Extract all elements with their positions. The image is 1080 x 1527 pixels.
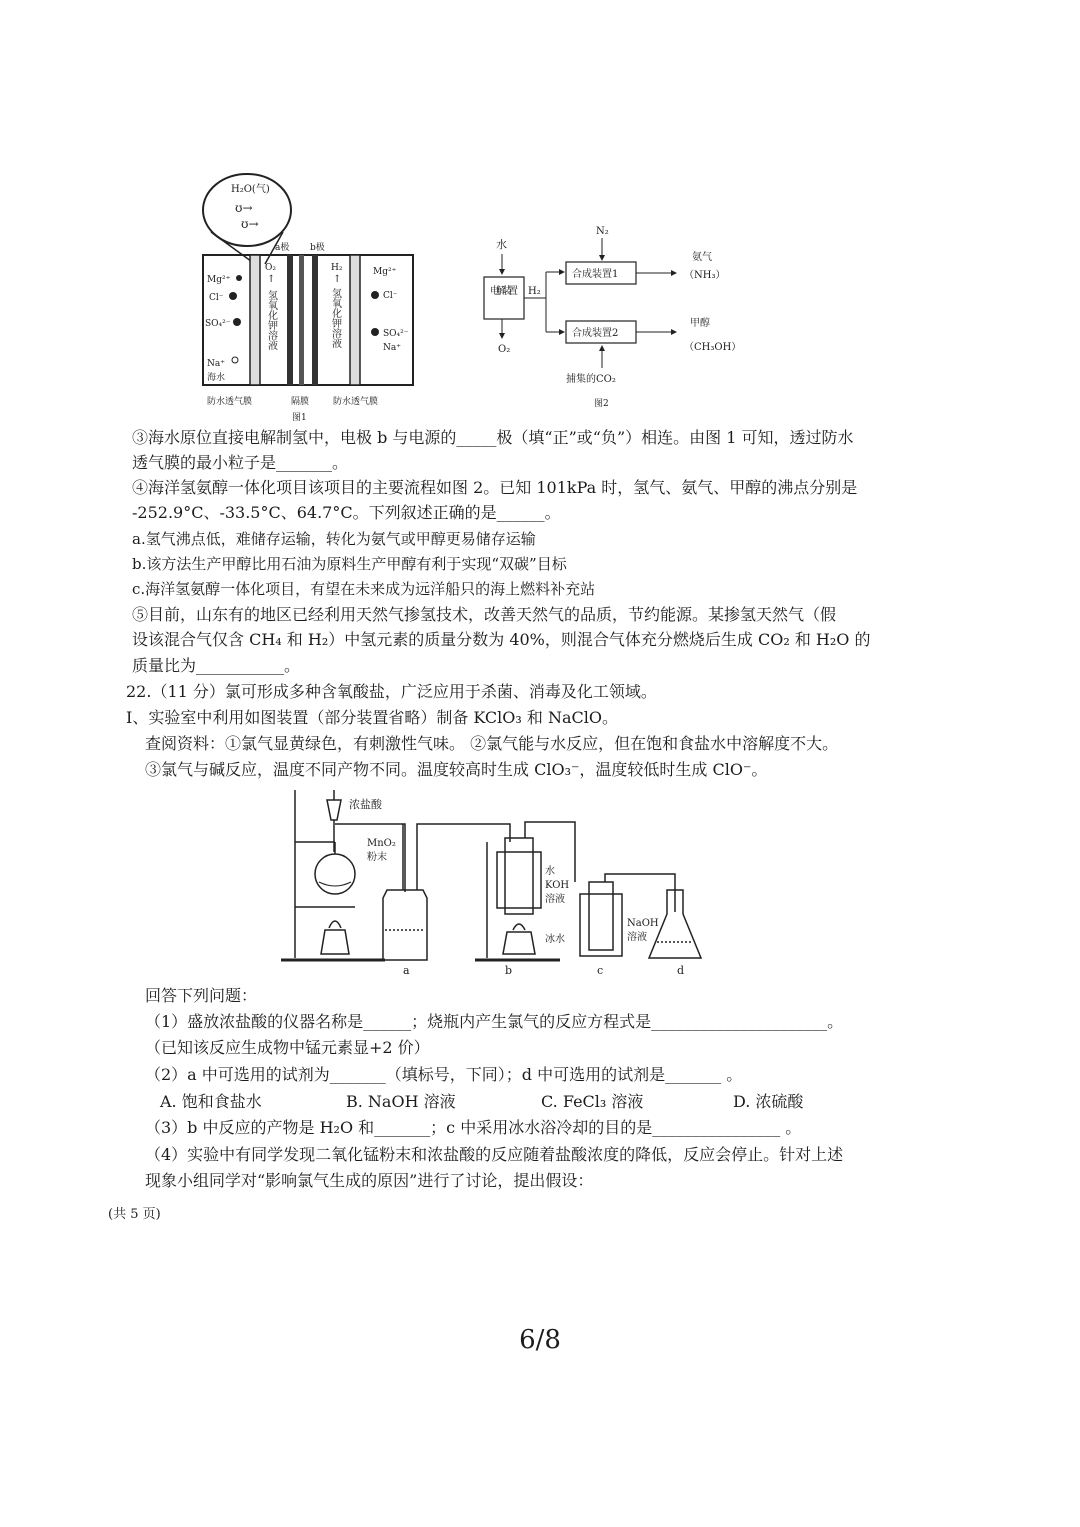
fc-n2: N₂ — [596, 226, 609, 237]
svg-text:↑: ↑ — [267, 274, 276, 285]
fc-synth2: 合成装置2 — [572, 328, 619, 339]
svg-text:ʊ→: ʊ→ — [235, 201, 253, 215]
app-naoh: NaOH — [627, 918, 659, 929]
q4-option-c: c.海洋氢氨醇一体化项目，有望在未来成为远洋船只的海上燃料补充站 — [132, 580, 596, 598]
option-2d: D. 浓硫酸 — [733, 1092, 804, 1111]
answer-intro: 回答下列问题： — [145, 986, 258, 1005]
seawater-label: 海水 — [207, 373, 226, 383]
app-powder: 粉末 — [367, 852, 387, 863]
fc-electrolysis: 电解装置 — [490, 286, 518, 297]
part1-heading: I、实验室中利用如图装置（部分装置省略）制备 KClO₃ 和 NaClO。 — [126, 708, 619, 727]
fc-o2: O₂ — [498, 344, 511, 355]
sub-question-4-line1: （4）实验中有同学发现二氧化锰粉末和浓盐酸的反应随着盐酸浓度的降低，反应会停止。针对上述 — [145, 1145, 844, 1164]
app-label-b: b — [505, 964, 513, 977]
figure-3-apparatus — [275, 782, 715, 982]
ion-na-right: Na⁺ — [383, 343, 401, 353]
q4-option-a: a.氢气沸点低，难储存运输，转化为氨气或甲醇更易储存运输 — [132, 530, 536, 548]
app-label-c: c — [597, 964, 604, 977]
q4-option-b: b.该方法生产甲醇比用石油为原料生产甲醇有利于实现“双碳”目标 — [132, 555, 567, 573]
electrode-a-label: a极 — [275, 243, 290, 253]
app-label-a: a — [403, 964, 410, 977]
reference-line1: 查阅资料：①氯气显黄绿色，有刺激性气味。 ②氯气能与水反应，但在饱和食盐水中溶解度不大。 — [145, 734, 839, 753]
electrode-b-label: b极 — [310, 243, 325, 253]
app-ice-water: 冰水 — [545, 934, 565, 945]
q4-line2: -252.9°C、-33.5°C、64.7°C。下列叙述正确的是______。 — [132, 503, 561, 522]
fc-methanol-formula: （CH₃OH） — [684, 342, 742, 353]
q5-line1: ⑤目前，山东有的地区已经利用天然气掺氢技术，改善天然气的品质，节约能源。某掺氢天然气（假 — [132, 605, 837, 624]
q22-title: 22.（11 分）氯可形成多种含氧酸盐，广泛应用于杀菌、消毒及化工领域。 — [126, 682, 657, 701]
figure-2-flowchart — [478, 222, 768, 417]
q5-line3: 质量比为___________。 — [132, 656, 301, 675]
option-2c: C. FeCl₃ 溶液 — [541, 1092, 644, 1111]
fc-ammonia-formula: （NH₃） — [684, 270, 726, 281]
ion-cl-left: Cl⁻ — [209, 293, 224, 303]
membrane-right-label: 防水透气膜 — [333, 397, 379, 407]
fc-ammonia: 氨气 — [692, 252, 712, 263]
page-number: 6/8 — [519, 1325, 561, 1355]
fc-h2: H₂ — [528, 286, 541, 297]
h2-label: H₂ — [331, 263, 343, 273]
sub-question-3: （3）b 中反应的产物是 H₂O 和_______；c 中采用冰水浴冷却的目的是________________ 。 — [145, 1118, 802, 1137]
q3-line2: 透气膜的最小粒子是_______。 — [132, 453, 349, 472]
separator-label: 隔膜 — [291, 397, 310, 407]
figure-1-caption: 图1 — [292, 413, 307, 423]
koh-left-label: 氢氧化钾溶液 — [265, 290, 277, 350]
bubble-label: H₂O(气) — [231, 184, 270, 195]
reference-line2: ③氯气与碱反应，温度不同产物不同。温度较高时生成 ClO₃⁻，温度较低时生成 ClO⁻。 — [145, 760, 768, 779]
figure-1-svg — [195, 170, 450, 432]
option-2b: B. NaOH 溶液 — [346, 1092, 456, 1111]
ion-na-left: Na⁺ — [207, 359, 225, 369]
ion-so4-right: SO₄²⁻ — [383, 329, 409, 339]
svg-text:↑: ↑ — [333, 274, 342, 285]
q4-line1: ④海洋氢氨醇一体化项目该项目的主要流程如图 2。已知 101kPa 时，氢气、氨气、甲醇的沸点分别是 — [132, 478, 858, 497]
fc-water: 水 — [496, 238, 507, 251]
app-naoh-solution: 溶液 — [627, 932, 647, 943]
ion-mg-left: Mg²⁺ — [207, 275, 231, 285]
ion-so4-left: SO₄²⁻ — [205, 319, 231, 329]
app-mno2: MnO₂ — [367, 838, 396, 849]
sub-question-4-line2: 现象小组同学对“影响氯气生成的原因”进行了讨论，提出假设： — [145, 1171, 594, 1190]
figure-2-svg — [478, 222, 768, 417]
fc-synth1: 合成装置1 — [572, 269, 619, 280]
ion-cl-right: Cl⁻ — [383, 291, 398, 301]
sub-question-1-line2: （已知该反应生成物中锰元素显+2 价） — [145, 1038, 430, 1057]
app-water: 水 — [545, 866, 555, 877]
fc-methanol: 甲醇 — [690, 318, 710, 329]
fc-co2: 捕集的CO₂ — [566, 374, 616, 385]
app-label-d: d — [677, 964, 685, 977]
option-2a: A. 饱和食盐水 — [160, 1092, 262, 1111]
membrane-left-label: 防水透气膜 — [207, 397, 253, 407]
page-count-footer: (共 5 页) — [108, 1207, 161, 1222]
figure-2-caption: 图2 — [594, 399, 609, 409]
q3-line1: ③海水原位直接电解制氢中，电极 b 与电源的_____极（填“正”或“负”）相连。由图 1 可知，透过防水 — [132, 428, 854, 447]
q5-line2: 设该混合气仅含 CH₄ 和 H₂）中氢元素的质量分数为 40%，则混合气体充分燃烧后生成 CO₂ 和 H₂O 的 — [132, 630, 871, 649]
app-koh-solution: 溶液 — [545, 894, 565, 905]
figure-3-svg — [275, 782, 715, 982]
sub-question-2: （2）a 中可选用的试剂为_______（填标号，下同）；d 中可选用的试剂是_______ 。 — [145, 1065, 743, 1084]
svg-text:ʊ→: ʊ→ — [241, 217, 259, 231]
o2-label: O₂ — [265, 263, 276, 273]
figure-1-electrolysis-cell — [195, 170, 450, 432]
sub-question-1-line1: （1）盛放浓盐酸的仪器名称是______；烧瓶内产生氯气的反应方程式是______________________。 — [145, 1012, 844, 1031]
ion-mg-right: Mg²⁺ — [373, 267, 397, 277]
koh-right-label: 氢氧化钾溶液 — [329, 288, 341, 348]
app-conc-hcl: 浓盐酸 — [349, 798, 382, 811]
app-koh: KOH — [545, 880, 570, 891]
